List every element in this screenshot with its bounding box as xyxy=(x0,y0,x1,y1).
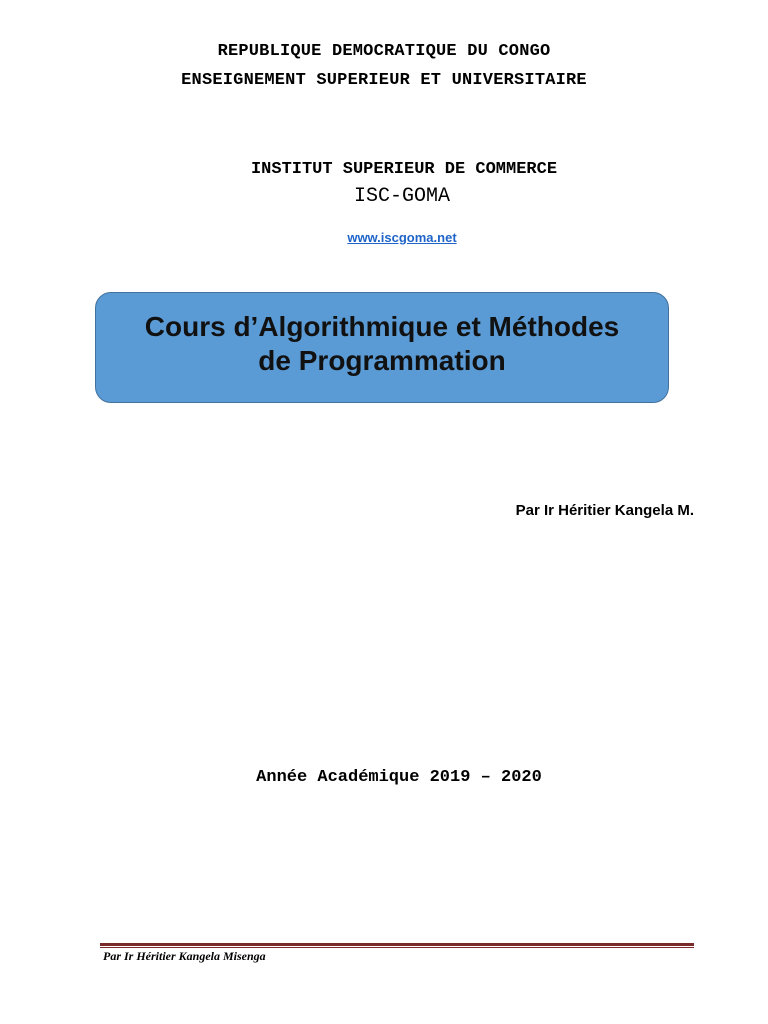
footer-divider-thin xyxy=(100,947,694,948)
website-link[interactable]: www.iscgoma.net xyxy=(347,230,457,245)
course-title-line-1: Cours d’Algorithmique et Méthodes xyxy=(144,310,620,342)
ministry-heading: ENSEIGNEMENT SUPERIEUR ET UNIVERSITAIRE xyxy=(181,71,587,90)
institution-name: INSTITUT SUPERIEUR DE COMMERCE xyxy=(250,160,558,179)
footer-divider xyxy=(100,943,694,946)
author-byline: Par Ir Héritier Kangela M. xyxy=(515,502,694,519)
course-title-box xyxy=(95,292,669,403)
country-heading: REPUBLIQUE DEMOCRATIQUE DU CONGO xyxy=(217,42,551,61)
course-title-line-2: de Programmation xyxy=(258,344,506,376)
academic-year: Année Académique 2019 – 2020 xyxy=(256,768,542,787)
website-link-container xyxy=(18,230,768,245)
footer-text: Par Ir Héritier Kangela Misenga xyxy=(103,949,266,963)
institution-acronym: ISC-GOMA xyxy=(353,185,450,208)
course-title xyxy=(145,310,619,378)
